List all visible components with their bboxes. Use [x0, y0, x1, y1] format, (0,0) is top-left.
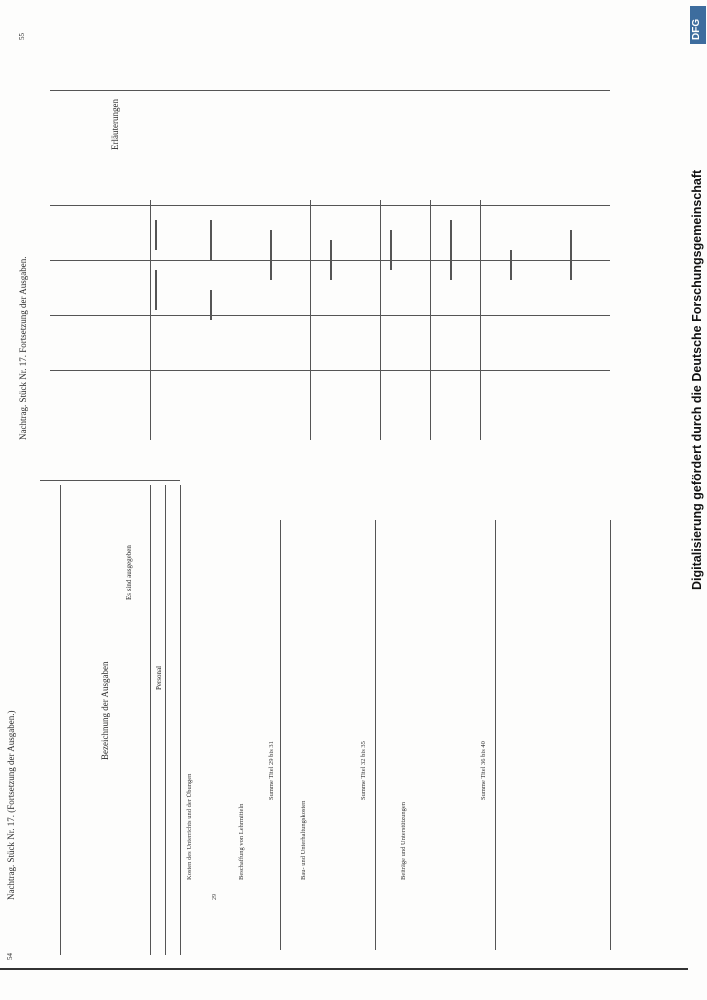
- page-fold-line: [0, 968, 688, 970]
- table-row: Summe Titel 32 bis 35: [360, 741, 367, 800]
- table-row: Summe Titel 29 bis 31: [268, 741, 275, 800]
- table-rule: [280, 520, 281, 950]
- table-rule: [150, 485, 151, 955]
- left-page-number: 54: [6, 953, 14, 960]
- col-header-remarks: Erläuterungen: [110, 99, 120, 150]
- table-row: Kosten des Unterrichts und der Übungen: [186, 773, 193, 880]
- right-page-header: Nachtrag. Stück Nr. 17. Fortsetzung der Ausgaben.: [18, 256, 28, 440]
- table-rule: [495, 520, 496, 950]
- table-rule: [610, 520, 611, 950]
- left-page-header: Nachtrag. Stück Nr. 17. (Fortsetzung der Ausgaben.): [6, 710, 16, 900]
- table-row: Bau- und Unterhaltungskosten: [300, 800, 307, 880]
- dfg-watermark: Digitalisierung gefördert durch die Deutsche Forschungsgemeinschaft: [690, 169, 704, 590]
- table-rule: [180, 485, 181, 955]
- table-rule: [50, 205, 610, 206]
- col-header-description: Bezeichnung der Ausgaben: [100, 661, 110, 760]
- table-rule: [50, 90, 610, 91]
- table-rule: [60, 485, 61, 955]
- table-rule: [375, 520, 376, 950]
- number-columns-graphic: [150, 210, 610, 440]
- right-page-number: 55: [18, 33, 26, 40]
- col-header-budget: Es sind ausgegeben: [125, 545, 133, 600]
- table-row: Beiträge und Unterstützungen: [400, 802, 407, 880]
- table-rule: [40, 480, 180, 481]
- section-title: Personal: [155, 665, 163, 690]
- dfg-logo-icon: DFG: [690, 6, 706, 44]
- table-row: Summe Titel 36 bis 40: [480, 741, 487, 800]
- table-row: Beschaffung von Lehrmitteln: [238, 803, 245, 880]
- table-rule: [165, 485, 166, 955]
- row-number: 29: [212, 894, 218, 900]
